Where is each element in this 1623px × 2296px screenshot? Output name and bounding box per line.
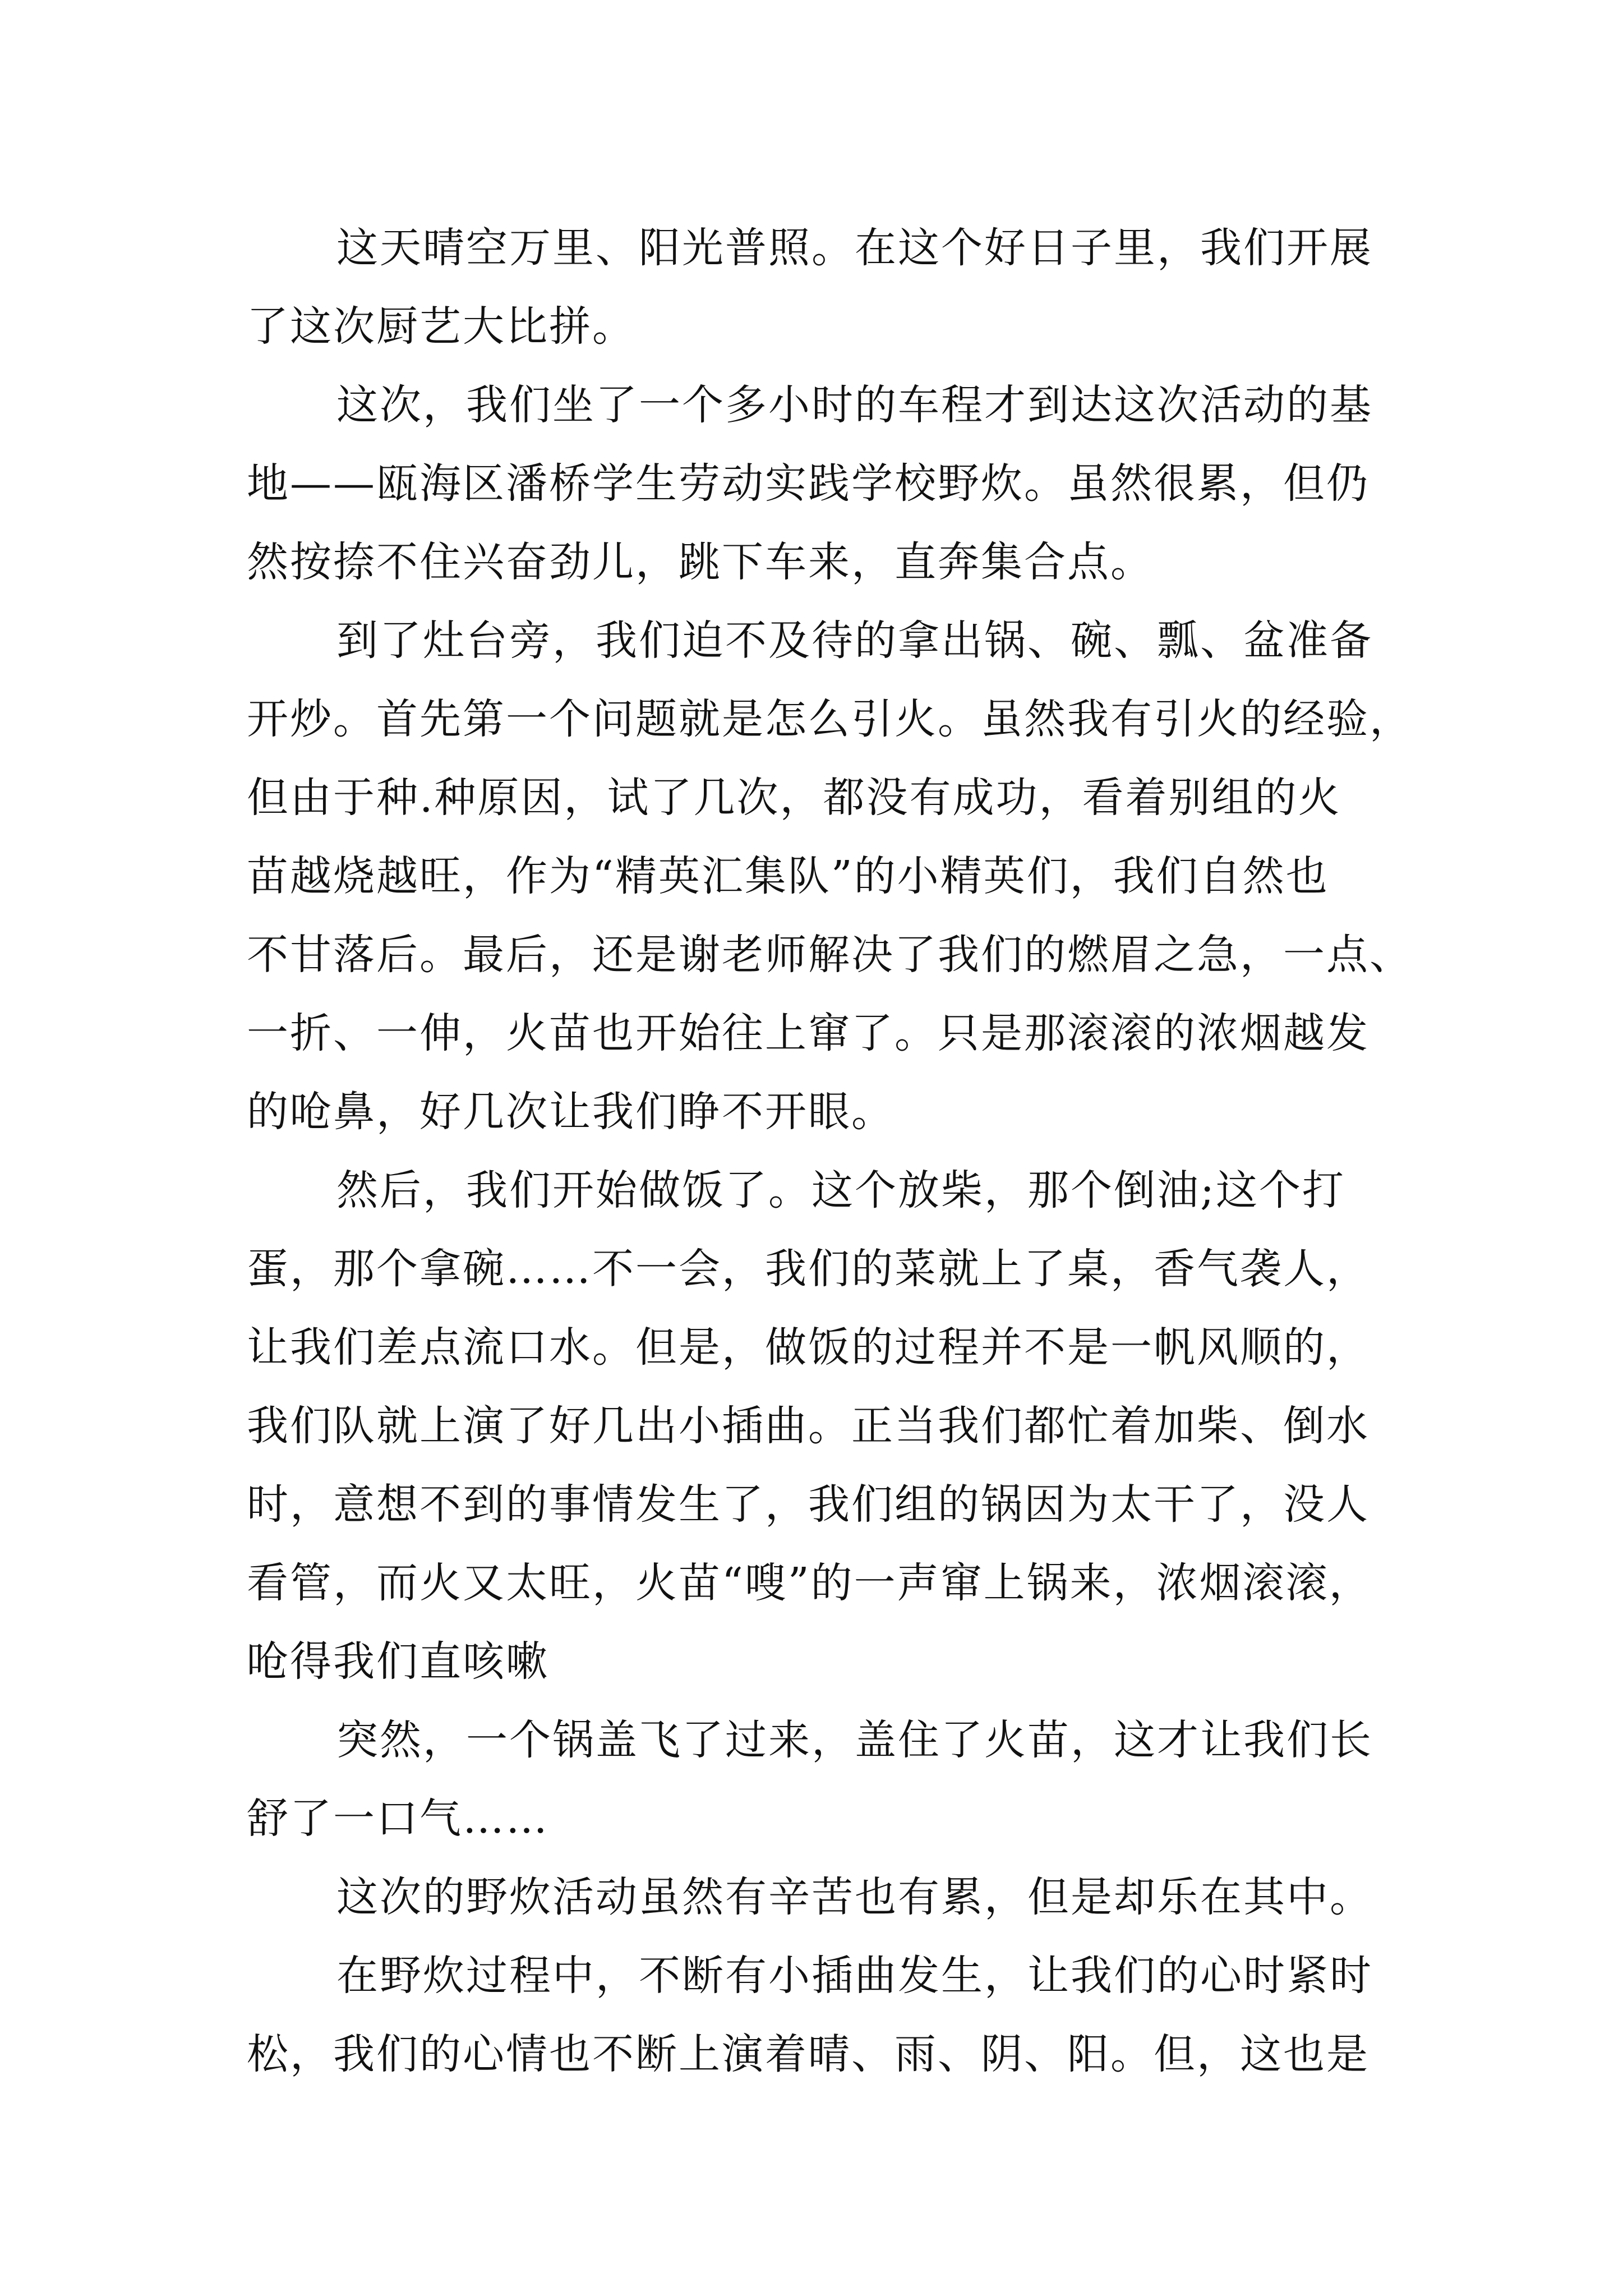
- paragraph-4-line-1: 然后，我们开始做饭了。这个放柴，那个倒油;这个打: [336, 1166, 1345, 1214]
- paragraph-1-line-2: 了这次厨艺大比拼。: [247, 302, 635, 351]
- paragraph-5-line-2: 舒了一口气……: [247, 1795, 549, 1843]
- paragraph-3-line-6: 一折、一伸，火苗也开始往上窜了。只是那滚滚的浓烟越发: [247, 1009, 1370, 1057]
- paragraph-4-line-5: 时，意想不到的事情发生了，我们组的锅因为太干了，没人: [247, 1480, 1370, 1529]
- paragraph-5-line-1: 突然，一个锅盖飞了过来，盖住了火苗，这才让我们长: [336, 1716, 1373, 1764]
- paragraph-2-line-1: 这次，我们坐了一个多小时的车程才到达这次活动的基: [336, 381, 1373, 429]
- paragraph-6-line-1: 这次的野炊活动虽然有辛苦也有累，但是却乐在其中。: [336, 1873, 1373, 1921]
- paragraph-7-line-1: 在野炊过程中，不断有小插曲发生，让我们的心时紧时: [336, 1952, 1373, 2000]
- paragraph-3-line-1: 到了灶台旁，我们迫不及待的拿出锅、碗、瓢、盆准备: [336, 616, 1373, 665]
- paragraph-3-line-3: 但由于种.种原因，试了几次，都没有成功，看着别组的火: [247, 774, 1341, 822]
- paragraph-3-line-4: 苗越烧越旺，作为“精英汇集队”的小精英们，我们自然也: [247, 852, 1329, 900]
- paragraph-7-line-2: 松，我们的心情也不断上演着晴、雨、阴、阳。但，这也是: [247, 2030, 1370, 2078]
- paragraph-4-line-6: 看管，而火又太旺，火苗“嗖”的一声窜上锅来，浓烟滚滚，: [247, 1559, 1372, 1607]
- paragraph-4-line-4: 我们队就上演了好几出小插曲。正当我们都忙着加柴、倒水: [247, 1402, 1370, 1450]
- article-body: [247, 209, 1413, 2093]
- paragraph-3-line-5: 不甘落后。最后，还是谢老师解决了我们的燃眉之急，一点、: [247, 931, 1413, 979]
- paragraph-4-line-2: 蛋，那个拿碗……不一会，我们的菜就上了桌，香气袭人，: [247, 1245, 1370, 1293]
- paragraph-3-line-7: 的呛鼻，好几次让我们睁不开眼。: [247, 1088, 895, 1136]
- paragraph-1-line-1: 这天晴空万里、阳光普照。在这个好日子里，我们开展: [336, 224, 1373, 272]
- paragraph-4-line-7: 呛得我们直咳嗽: [247, 1637, 549, 1686]
- paragraph-2-line-3: 然按捺不住兴奋劲儿，跳下车来，直奔集合点。: [247, 538, 1154, 586]
- paragraph-3-line-2: 开炒。首先第一个问题就是怎么引火。虽然我有引火的经验，: [247, 695, 1413, 743]
- paragraph-4-line-3: 让我们差点流口水。但是，做饭的过程并不是一帆风顺的，: [247, 1323, 1370, 1372]
- paragraph-2-line-2: 地——瓯海区潘桥学生劳动实践学校野炊。虽然很累，但仍: [247, 459, 1370, 508]
